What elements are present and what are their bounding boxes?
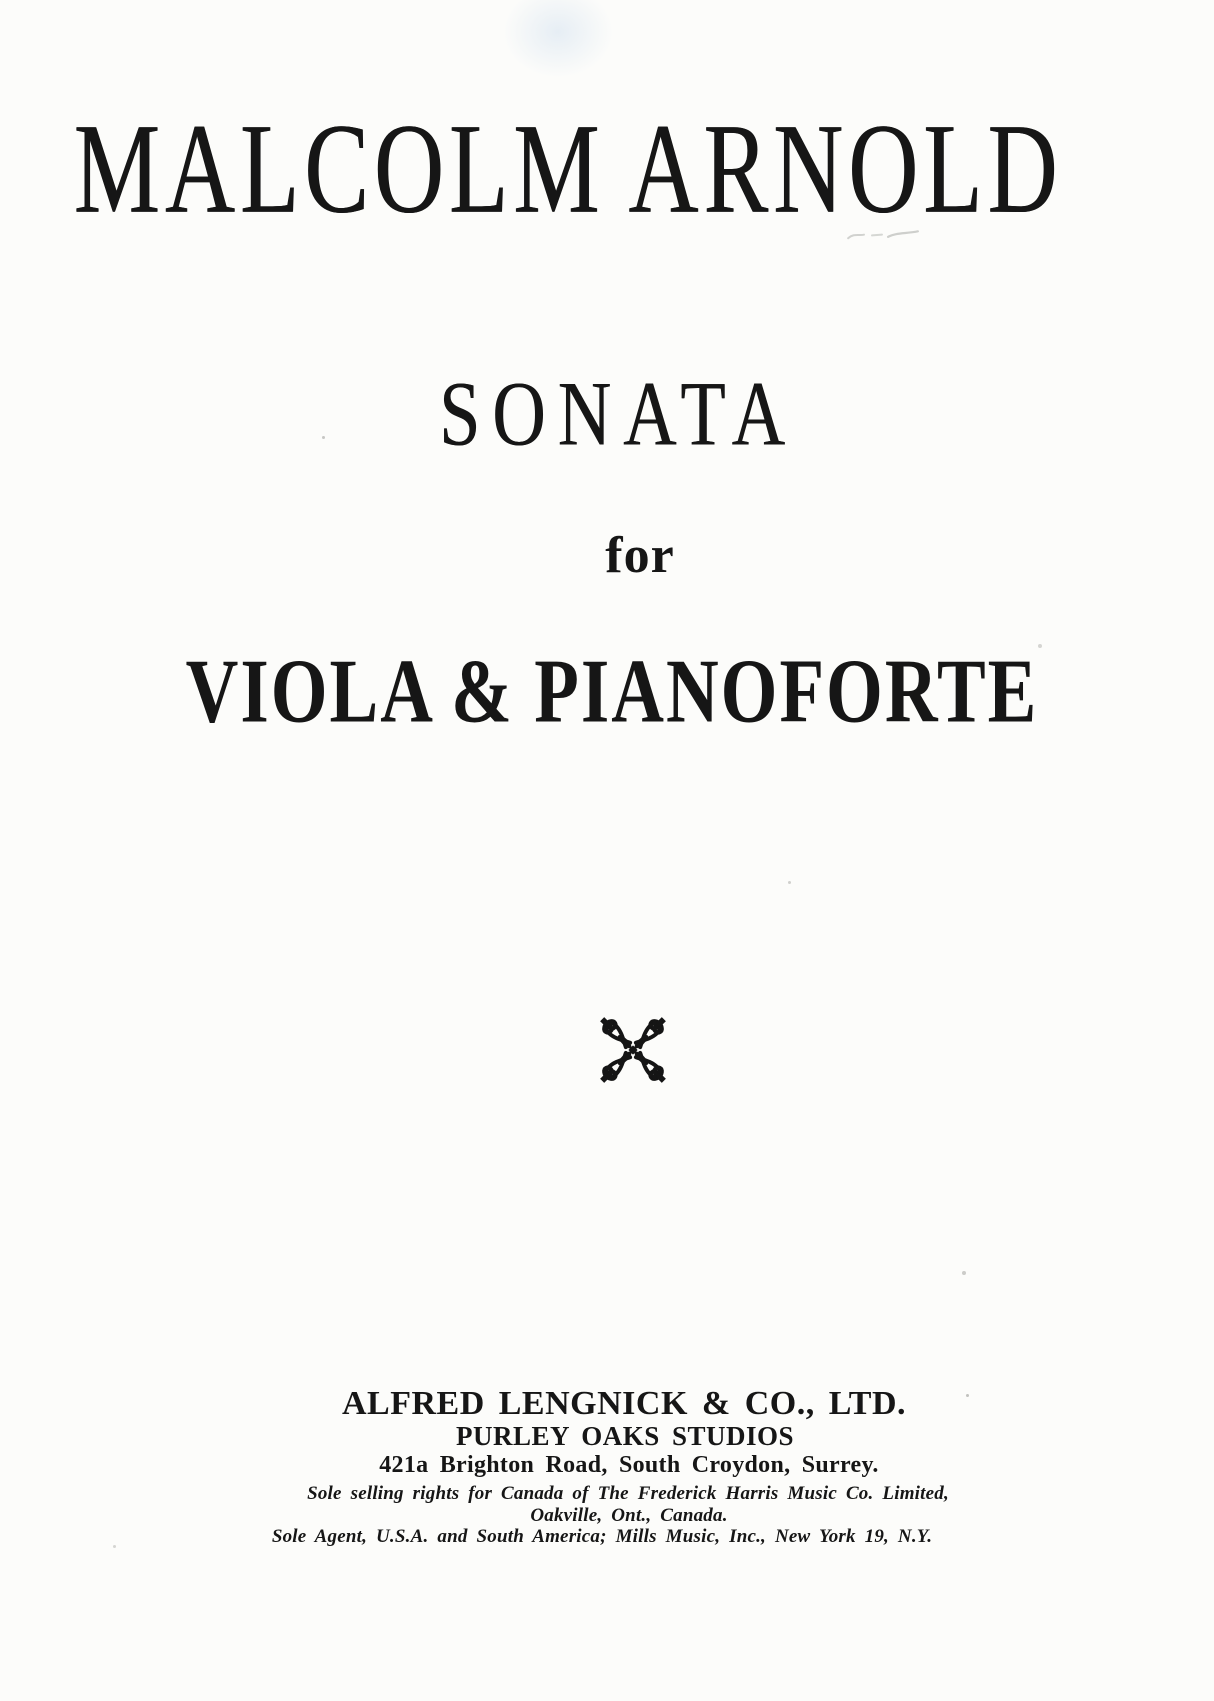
scan-speck <box>322 436 325 439</box>
composer-name: MALCOLM ARNOLD <box>73 97 1063 240</box>
canada-rights-line-2: Oakville, Ont., Canada. <box>530 1505 728 1526</box>
canada-rights-line-1: Sole selling rights for Canada of The Frederick Harris Music Co. Limited, <box>307 1483 949 1504</box>
scan-speck <box>113 1545 116 1548</box>
pencil-mark-artifact <box>846 225 923 246</box>
scan-speck <box>966 1394 969 1397</box>
connector-word: for <box>605 527 675 584</box>
scan-speck <box>1038 644 1042 648</box>
instrumentation-line: VIOLA & PIANOFORTE <box>185 640 1039 742</box>
scan-smudge-artifact <box>498 0 618 82</box>
publisher-name: ALFRED LENGNICK & CO., LTD. <box>341 1385 907 1422</box>
publisher-address: 421a Brighton Road, South Croydon, Surrey. <box>379 1452 879 1478</box>
printers-fleuron-icon <box>597 1014 669 1086</box>
scan-speck <box>962 1271 966 1275</box>
work-title: SONATA <box>439 363 797 466</box>
publisher-studios: PURLEY OAKS STUDIOS <box>455 1421 795 1451</box>
usa-rights-line: Sole Agent, U.S.A. and South America; Mills Music, Inc., New York 19, N.Y. <box>271 1526 933 1547</box>
scan-speck <box>788 881 791 884</box>
